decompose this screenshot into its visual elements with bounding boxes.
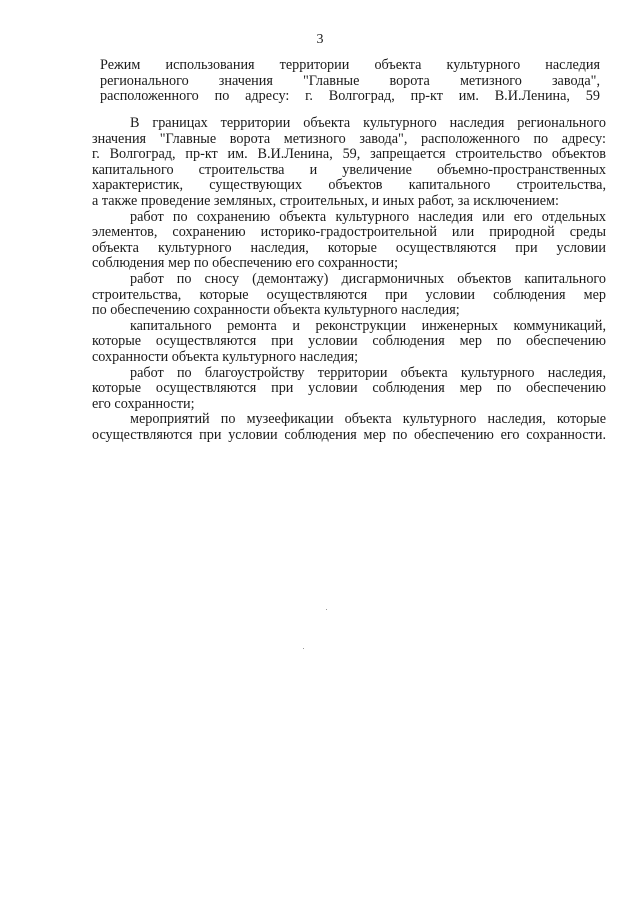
text-line: которые осуществляются при условии соблюдения мер по обеспечению [92,380,606,397]
text-line: соблюдения мер по обеспечению его сохранности; [92,255,399,272]
text-line: работ по сносу (демонтажу) дисгармоничных объектов капитального [130,270,606,287]
exception-item [92,272,606,319]
intro-paragraph [92,116,606,210]
scan-speck [326,609,327,610]
text-line: осуществляются при условии соблюдения мер по обеспечению его сохранности. [92,426,606,443]
title-line: Режим использования территории объекта культурного наследия [100,57,600,73]
document-body [92,116,606,443]
text-line: В границах территории объекта культурного наследия регионального [130,115,606,131]
text-line: по обеспечению сохранности объекта культурного наследия; [92,302,460,319]
document-title [100,58,600,105]
exception-item [92,319,606,366]
title-line: расположенного по адресу: г. Волгоград, пр-кт им. В.И.Ленина, 59 [100,88,600,104]
exception-item [92,210,606,272]
text-line: г. Волгоград, пр-кт им. В.И.Ленина, 59, запрещается строительство объектов [92,146,606,163]
text-line: сохранности объекта культурного наследия; [92,348,359,365]
exception-item [92,366,606,413]
text-line: характеристик, существующих объектов капитального строительства, [92,177,606,194]
text-line: мероприятий по музеефикации объекта культурного наследия, которые [130,411,606,428]
text-line: его сохранности; [92,395,195,412]
exception-item [92,412,606,443]
page-number: 3 [316,32,324,47]
text-line: капитального ремонта и реконструкции инженерных коммуникаций, [130,317,606,334]
text-line: строительства, которые осуществляются при условии соблюдения мер [92,286,606,303]
text-line: которые осуществляются при условии соблюдения мер по обеспечению [92,333,606,350]
text-line: работ по благоустройству территории объекта культурного наследия, [130,364,606,381]
text-line: объекта культурного наследия, которые осуществляются при условии [92,239,606,256]
text-line: работ по сохранению объекта культурного наследия или его отдельных [130,208,606,225]
scan-speck [303,648,304,649]
text-line: значения "Главные ворота метизного завода", расположенного по адресу: [92,130,606,147]
text-line: элементов, сохранению историко-градостроительной или природной среды [92,224,606,241]
title-line: регионального значения "Главные ворота метизного завода", [100,72,600,89]
text-line: а также проведение земляных, строительных, и иных работ, за исключением: [92,192,559,209]
text-line: капитального строительства и увеличение объемно-пространственных [92,161,606,178]
